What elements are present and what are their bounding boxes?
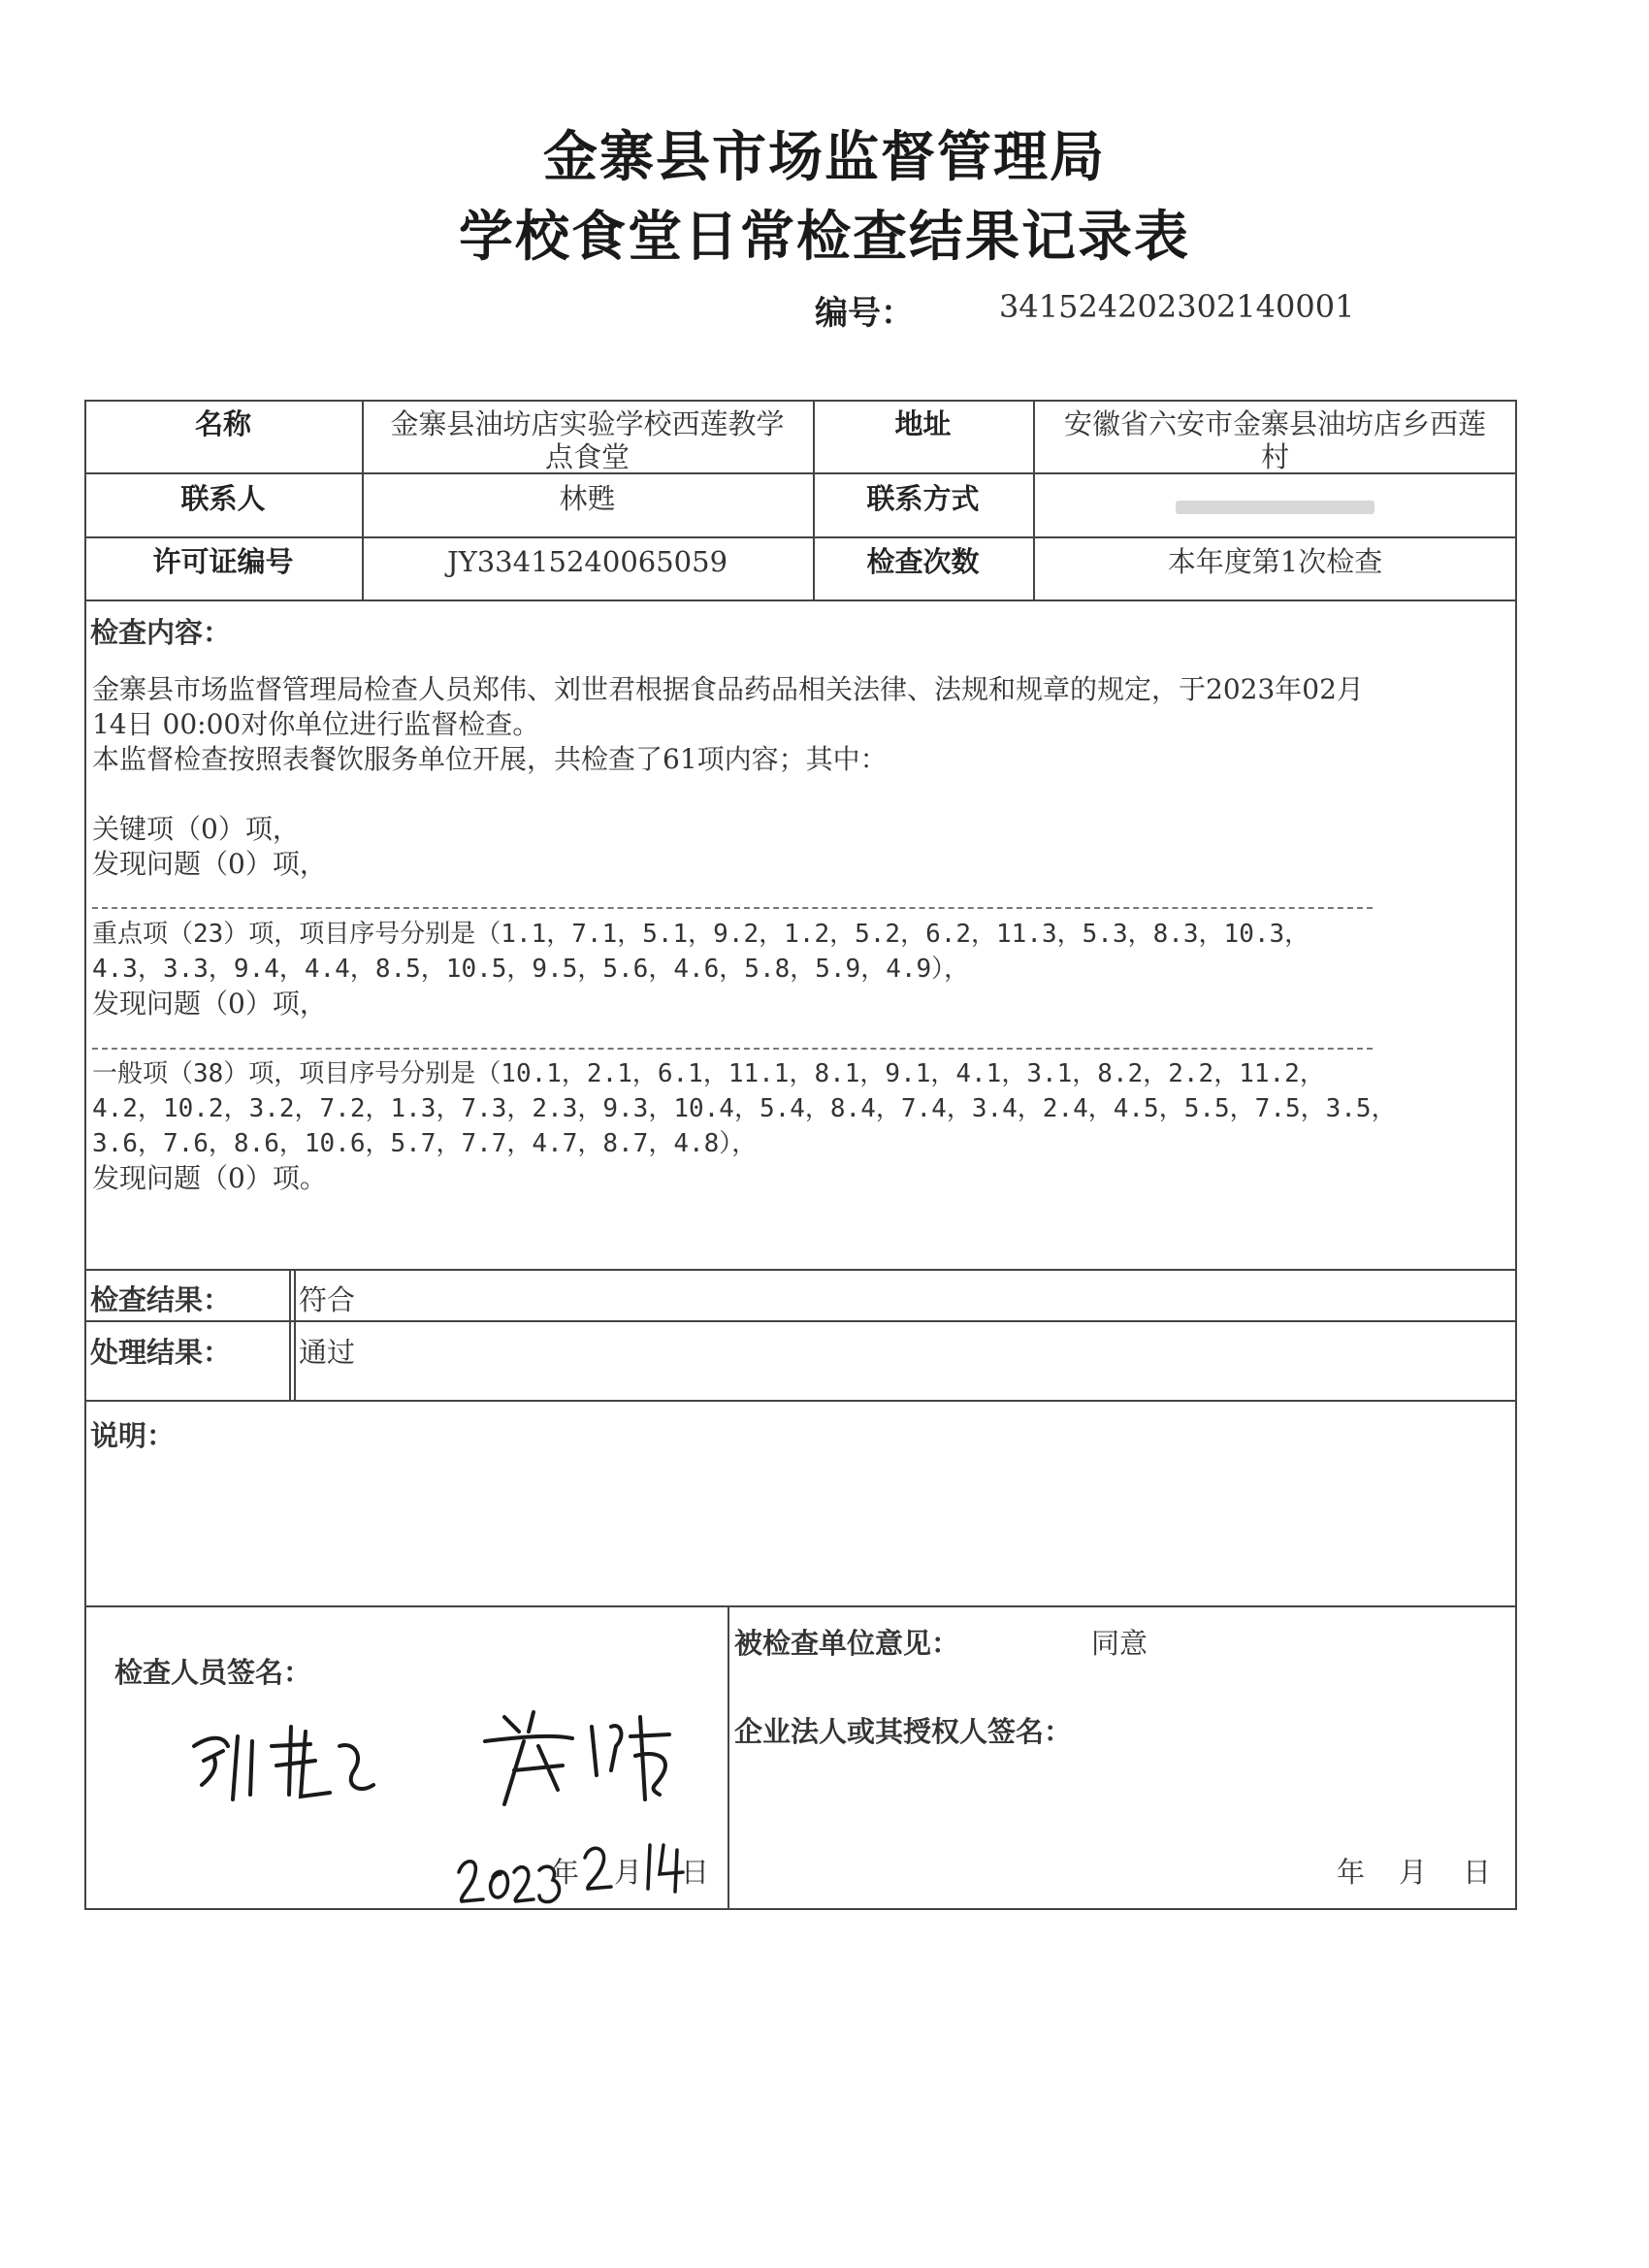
blank-date-year: 年 <box>1337 1856 1366 1889</box>
phone-label: 联系方式 <box>866 482 980 515</box>
dashed-separator <box>92 907 1373 909</box>
name-value-line1: 金寨县油坊店实验学校西莲教学 <box>390 407 785 440</box>
inspector-signature-2 <box>466 1698 689 1814</box>
handle-result-label: 处理结果： <box>90 1336 232 1369</box>
date-year-label: 年 <box>551 1856 580 1889</box>
license-label: 许可证编号 <box>152 545 294 578</box>
note-label: 说明： <box>90 1419 176 1452</box>
check-result-label: 检查结果： <box>90 1283 232 1316</box>
general-items: 3.6，7.6，8.6，10.6，5.7，7.7，4.7，8.7，4.8）， <box>92 1129 758 1158</box>
row-divider <box>84 1320 1517 1322</box>
handwritten-month <box>580 1838 619 1896</box>
redaction-mark <box>1176 501 1374 514</box>
blank-date-month: 月 <box>1399 1856 1428 1889</box>
inspector-signature-1 <box>184 1707 378 1814</box>
address-value-line1: 安徽省六安市金寨县油坊店乡西莲 <box>1063 407 1486 440</box>
general-items: 4.2，10.2，3.2，7.2，1.3，7.3，2.3，9.3，10.4，5.4，8.4，7.4，3.4，2.4，4.5，5.5，7.5，3.5， <box>92 1094 1397 1123</box>
important-problems: 发现问题（0）项， <box>92 988 327 1020</box>
spacer <box>92 777 1518 812</box>
row-divider <box>84 599 1517 601</box>
column-divider <box>294 1269 296 1400</box>
serial-value: 341524202302140001 <box>999 288 1355 325</box>
column-divider <box>289 1269 291 1400</box>
spacer <box>92 882 1518 917</box>
address-value <box>1033 407 1517 473</box>
row-divider <box>84 1605 1517 1607</box>
intro-line: 本监督检查按照表餐饮服务单位开展，共检查了61项内容；其中： <box>92 743 888 775</box>
inspection-content <box>92 672 1518 1196</box>
date-month-label: 月 <box>614 1856 643 1889</box>
document-title-line2: 学校食堂日常检查结果记录表 <box>459 206 1190 269</box>
column-divider <box>728 1605 729 1910</box>
serial-number <box>815 286 1355 334</box>
spacer <box>92 1021 1518 1056</box>
name-value <box>362 407 813 473</box>
phone-value-redacted <box>1033 489 1517 522</box>
important-items: 重点项（23）项，项目序号分别是（1.1，7.1，5.1，9.2，1.2，5.2，6.2，11.3，5.3，8.3，10.3， <box>92 920 1310 949</box>
row-divider <box>84 536 1517 538</box>
inspected-unit-opinion-label: 被检查单位意见： <box>734 1627 960 1660</box>
row-divider <box>84 1269 1517 1271</box>
legal-representative-signature-label: 企业法人或其授权人签名： <box>734 1715 1073 1748</box>
address-label: 地址 <box>894 407 952 440</box>
contact-label: 联系人 <box>180 482 266 515</box>
handle-result-value: 通过 <box>299 1336 356 1369</box>
license-value: JY33415240065059 <box>446 545 728 578</box>
date-day-label: 日 <box>681 1856 710 1889</box>
name-value-line2: 点食堂 <box>544 440 630 473</box>
key-items: 关键项（0）项， <box>92 813 300 845</box>
important-items: 4.3，3.3，9.4，4.4，8.5，10.5，9.5，5.6，4.6，5.8，5.9，4.9）， <box>92 955 970 984</box>
address-value-line2: 村 <box>1260 440 1289 473</box>
general-items: 一般项（38）项，项目序号分别是（10.1，2.1，6.1，11.1，8.1，9.1，4.1，3.1，8.2，2.2，11.2， <box>92 1059 1325 1088</box>
inspection-count-value: 本年度第1次检查 <box>1167 545 1383 578</box>
content-label: 检查内容： <box>90 616 232 649</box>
name-label: 名称 <box>194 407 251 440</box>
row-divider <box>84 1400 1517 1402</box>
key-problems: 发现问题（0）项， <box>92 848 327 880</box>
document-title-line1: 金寨县市场监督管理局 <box>543 126 1106 189</box>
blank-date-day: 日 <box>1463 1856 1492 1889</box>
inspected-unit-opinion-value: 同意 <box>1091 1627 1148 1660</box>
general-problems: 发现问题（0）项。 <box>92 1162 327 1194</box>
check-result-value: 符合 <box>299 1283 356 1316</box>
intro-line: 14日 00:00对你单位进行监督检查。 <box>92 708 540 740</box>
intro-line: 金寨县市场监督管理局检查人员郑伟、刘世君根据食品药品相关法律、法规和规章的规定，于2023年02月 <box>92 673 1364 705</box>
inspection-count-label: 检查次数 <box>866 545 980 578</box>
inspector-signature-label: 检查人员签名： <box>114 1656 312 1689</box>
dashed-separator <box>92 1048 1373 1050</box>
serial-label: 编号： <box>815 294 914 333</box>
contact-value: 林甦 <box>559 482 616 515</box>
